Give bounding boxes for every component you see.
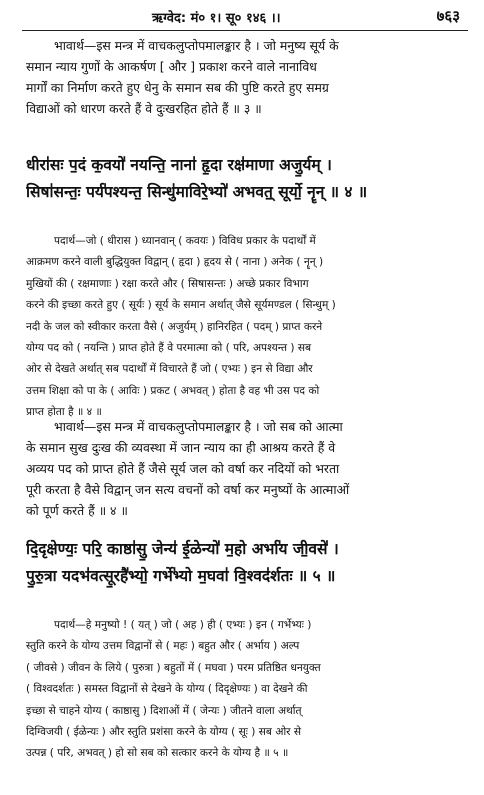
- verse-line: दि॒दृक्षेण्यः॒ परि॒ काष्ठा॑सु॒ जेन्य॑ ई॒ळेन्यो॑ म॒हो अर्भा॑य जी॒वसे॑ ।: [26, 539, 339, 558]
- text-line: को पूर्ण करते हैं ॥ ४ ॥: [26, 503, 128, 518]
- text-line: उत्तम शिक्षा को पा के ( आविः ) प्रकट ( अभवत् ) होता है वह भी उस पद को: [26, 384, 320, 397]
- text-line: प्राप्त होता है ॥ ४ ॥: [26, 406, 102, 419]
- text-line: नदी के जल को स्वीकार करता वैसे ( अजुर्यम् ) हानिरहित ( पदम् ) प्राप्त करने: [26, 320, 323, 333]
- text-line: आक्रमण करने वाली बुद्धियुक्त विद्वान् ( हृदा ) हृदय से ( नाना ) अनेक ( नॄन् ): [26, 256, 324, 269]
- text-line: दिग्विजयी ( ईळेन्यः ) और स्तुति प्रशंसा करने के योग्य ( सूः ) सब ओर से: [26, 726, 302, 739]
- mantra-4: [26, 151, 458, 205]
- text-line: उत्पन्न ( परि, अभवत् ) हो सो सब को सत्कार करने के योग्य है ॥ ५ ॥: [26, 747, 289, 760]
- verse-line: पु॒रु॒त्रा यदभ॑वत्सू॒रहै॑भ्यो॒ गर्भे॑भ्यो म॒घवा॑ वि॒श्वद॑र्शतः ॥ ५ ॥: [26, 566, 336, 585]
- bhavarth-3: [26, 35, 458, 119]
- padarth-4: [26, 231, 458, 424]
- text-line: ( विश्वदर्शतः ) समस्त विद्वानों से देखने के योग्य ( दिदृक्षेण्यः ) वा देखने की: [26, 683, 308, 696]
- bhavarth-4: [26, 416, 458, 521]
- text-line: योग्य पद को ( नयन्ति ) प्राप्त होते हैं वे परमात्मा को ( परि, अपश्यन्त ) सब: [26, 342, 312, 355]
- verse-line: धीरा॑सः प॒दं क॒वयो॑ नयन्ति॒ नाना॑ हृ॒दा रक्ष॑माणा अजु॒र्यम् ।: [26, 155, 332, 174]
- text-line: ( जीवसे ) जीवन के लिये ( पुरुत्रा ) बहुतों में ( मघवा ) परम प्रतिष्ठित धनयुक्त: [26, 661, 321, 674]
- header-rule: [22, 30, 468, 31]
- text-line: ओर से देखते अर्थात् सब पदार्थों में विचारते हैं जो ( एभ्यः ) इन से विद्या और: [26, 363, 313, 376]
- text-line: विद्याओं को धारण करते हैं वे दुःखरहित होते हैं ॥ ३ ॥: [26, 101, 262, 116]
- text-line: पूरी करता है वैसे विद्वान् जन सत्य वचनों को वर्षा कर मनुष्यों के आत्माओं: [26, 482, 350, 497]
- text-line: समान न्याय गुणों के आकर्षण [ और ] प्रकाश करने वाले नानाविध: [26, 59, 317, 74]
- text-line: भावार्थ—इस मन्त्र में वाचकलुप्तोपमालङ्कार है । जो सब को आत्मा: [54, 419, 343, 434]
- text-line: स्तुति करने के योग्य उत्तम विद्वानों से ( महः ) बहुत और ( अर्भाय ) अल्प: [26, 640, 300, 653]
- text-line: मार्गों का निर्माण करते हुए धेनु के समान सब की पुष्टि करते हुए समग्र: [26, 80, 329, 95]
- text-line: इच्छा से चाहने योग्य ( काष्ठासु ) दिशाओं में ( जेन्यः ) जीतने वाला अर्थात्: [26, 704, 302, 717]
- page-number: ७६३: [436, 7, 460, 25]
- page-header: [0, 4, 484, 28]
- text-line: पदार्थ—जो ( धीरास ) ध्यानवान् ( कवयः ) विविध प्रकार के पदार्थों में: [54, 235, 316, 247]
- text-line: अव्यय पद को प्राप्त होते हैं जैसे सूर्य जल को वर्षा कर नदियों को भरता: [26, 461, 340, 476]
- text-line: भावार्थ—इस मन्त्र में वाचकलुप्तोपमालङ्कार है । जो मनुष्य सूर्य के: [54, 38, 339, 53]
- mantra-5: [26, 535, 458, 589]
- verse-line: सिषा॑सन्तः॒ पर्य॑पश्यन्त॒ सिन्धु॑माविरे॒भ्यो॑ अभवत्॒ सूर्यो॒ नॄन् ॥ ४ ॥: [26, 182, 368, 201]
- text-line: के समान सुख दुःख की व्यवस्था में जान न्याय का ही आश्रय करते हैं वे: [26, 440, 336, 455]
- text-line: मुखियों की ( रक्षमाणाः ) रक्षा करते और ( सिषासन्तः ) अच्छे प्रकार विभाग: [26, 277, 309, 290]
- running-title: ऋग्वेद: मं० १। सू० १४६ ।।: [152, 11, 281, 26]
- padarth-5: [26, 615, 458, 765]
- text-line: करने की इच्छा करते हुए ( सूर्यः ) सूर्य के समान अर्थात् जैसे सूर्यमण्डल ( सिन्धुम् ): [26, 299, 336, 312]
- text-line: पदार्थ—हे मनुष्यो ! ( यत् ) जो ( अह ) ही ( एभ्यः ) इन ( गर्भेभ्यः ): [54, 619, 312, 631]
